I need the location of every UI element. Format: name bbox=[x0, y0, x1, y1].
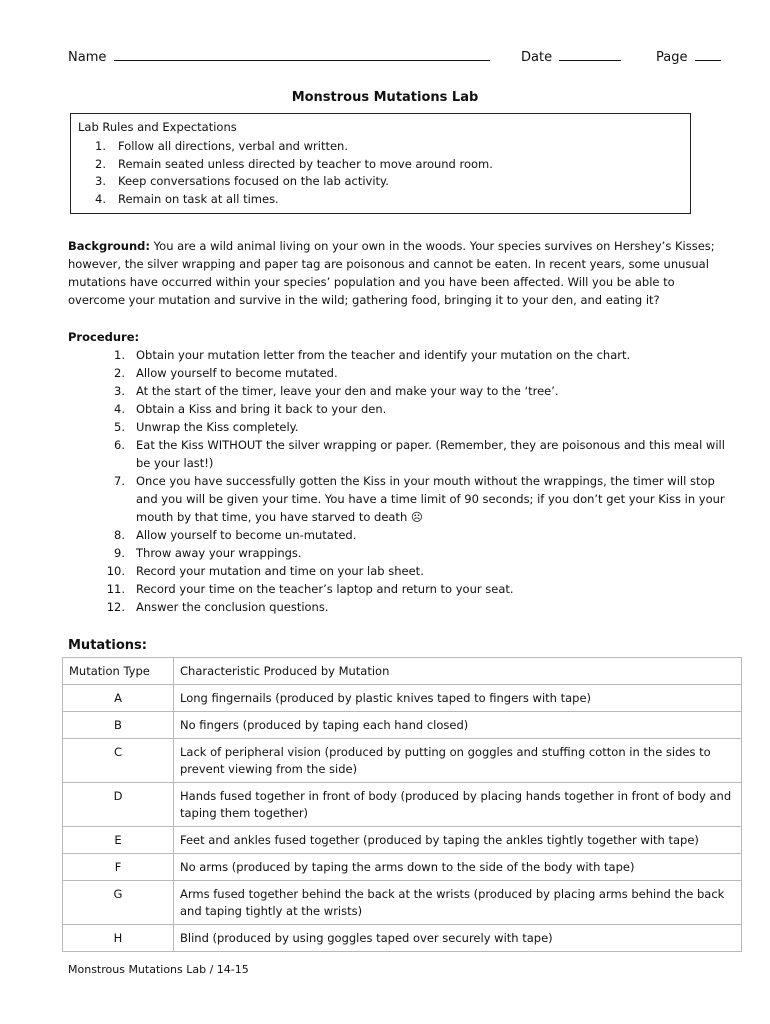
date-blank bbox=[559, 48, 621, 61]
page-blank bbox=[695, 48, 721, 61]
table-row bbox=[63, 739, 742, 783]
step-text: Allow yourself to become mutated. bbox=[136, 366, 338, 380]
date-label: Date bbox=[521, 50, 553, 65]
step-text: Once you have successfully gotten the Kiss in your mouth without the wrappings, the timer will stop and you will be given your time. You have a time limit of 90 seconds; if you don’t get your Kiss in your mouth by that time, you have starved to death ☹ bbox=[136, 474, 725, 524]
step-number: 12. bbox=[106, 600, 125, 614]
procedure-step bbox=[68, 346, 728, 364]
procedure-step bbox=[68, 562, 728, 580]
table-row bbox=[63, 827, 742, 854]
step-number: 10. bbox=[106, 564, 125, 578]
step-number: 11. bbox=[106, 582, 125, 596]
step-number: 8. bbox=[114, 528, 125, 542]
procedure-step bbox=[68, 382, 728, 400]
procedure-step bbox=[68, 544, 728, 562]
name-label: Name bbox=[68, 50, 107, 65]
step-text: Record your mutation and time on your lab sheet. bbox=[136, 564, 424, 578]
table-row bbox=[63, 854, 742, 881]
step-text: Obtain your mutation letter from the teacher and identify your mutation on the chart. bbox=[136, 348, 631, 362]
step-number: 5. bbox=[114, 420, 125, 434]
step-text: Unwrap the Kiss completely. bbox=[136, 420, 299, 434]
mutation-type-cell: C bbox=[63, 739, 174, 783]
mutation-type-cell: F bbox=[63, 854, 174, 881]
page-field bbox=[656, 48, 721, 65]
table-row bbox=[63, 881, 742, 925]
table-row bbox=[63, 925, 742, 952]
mutation-description-cell: Hands fused together in front of body (produced by placing hands together in front of body and taping them together) bbox=[174, 783, 742, 827]
mutation-description-cell: Long fingernails (produced by plastic knives taped to fingers with tape) bbox=[174, 685, 742, 712]
step-text: Allow yourself to become un-mutated. bbox=[136, 528, 357, 542]
rule-text: Remain seated unless directed by teacher to move around room. bbox=[118, 156, 493, 171]
step-text: Record your time on the teacher’s laptop and return to your seat. bbox=[136, 582, 514, 596]
background-label: Background: bbox=[68, 239, 150, 253]
rule-item bbox=[78, 156, 690, 174]
step-text: Obtain a Kiss and bring it back to your den. bbox=[136, 402, 387, 416]
rule-number: 3. bbox=[95, 174, 106, 188]
table-row bbox=[63, 685, 742, 712]
step-number: 3. bbox=[114, 384, 125, 398]
procedure-heading: Procedure: bbox=[68, 330, 140, 344]
rules-list bbox=[78, 138, 690, 208]
date-field bbox=[521, 48, 621, 65]
header-characteristic: Characteristic Produced by Mutation bbox=[174, 658, 742, 685]
rule-item bbox=[78, 173, 690, 191]
step-text: Throw away your wrappings. bbox=[136, 546, 302, 560]
mutation-description-cell: Feet and ankles fused together (produced by taping the ankles tightly together with tape) bbox=[174, 827, 742, 854]
mutations-table bbox=[62, 657, 742, 952]
name-blank bbox=[114, 48, 490, 61]
step-number: 1. bbox=[114, 348, 125, 362]
procedure-step bbox=[68, 400, 728, 418]
step-number: 9. bbox=[114, 546, 125, 560]
rule-text: Keep conversations focused on the lab activity. bbox=[118, 174, 389, 188]
mutation-type-cell: G bbox=[63, 881, 174, 925]
procedure-step bbox=[68, 436, 728, 472]
rule-text: Follow all directions, verbal and written. bbox=[118, 139, 348, 153]
mutation-type-cell: A bbox=[63, 685, 174, 712]
procedure-step bbox=[68, 418, 728, 436]
step-number: 7. bbox=[114, 474, 125, 488]
name-field bbox=[68, 48, 490, 65]
procedure-step bbox=[68, 598, 728, 616]
page-title: Monstrous Mutations Lab bbox=[291, 90, 479, 105]
footer-text: Monstrous Mutations Lab / 14-15 bbox=[68, 963, 249, 976]
mutation-description-cell: No arms (produced by taping the arms down to the side of the body with tape) bbox=[174, 854, 742, 881]
procedure-step bbox=[68, 526, 728, 544]
table-row bbox=[63, 783, 742, 827]
mutation-type-cell: E bbox=[63, 827, 174, 854]
step-text: Answer the conclusion questions. bbox=[136, 600, 329, 614]
mutation-type-cell: H bbox=[63, 925, 174, 952]
rule-text: Remain on task at all times. bbox=[118, 191, 279, 206]
procedure-step bbox=[68, 580, 728, 598]
table-row bbox=[63, 712, 742, 739]
header-mutation-type: Mutation Type bbox=[63, 658, 174, 685]
background-paragraph bbox=[68, 237, 718, 309]
mutation-description-cell: Lack of peripheral vision (produced by putting on goggles and stuffing cotton in the sides to prevent viewing from the side) bbox=[174, 739, 742, 783]
procedure-list bbox=[68, 346, 728, 616]
procedure-step bbox=[68, 364, 728, 382]
mutation-description-cell: Blind (produced by using goggles taped over securely with tape) bbox=[174, 925, 742, 952]
mutation-type-cell: D bbox=[63, 783, 174, 827]
step-text: Eat the Kiss WITHOUT the silver wrapping or paper. (Remember, they are poisonous and this meal will be your last!) bbox=[136, 438, 725, 470]
step-number: 4. bbox=[114, 402, 125, 416]
step-number: 6. bbox=[114, 438, 125, 452]
procedure-step bbox=[68, 472, 728, 526]
rule-number: 1. bbox=[95, 139, 106, 153]
rule-item bbox=[78, 191, 690, 209]
rule-item bbox=[78, 138, 690, 156]
mutation-type-cell: B bbox=[63, 712, 174, 739]
mutations-heading: Mutations: bbox=[68, 638, 147, 653]
step-text: At the start of the timer, leave your den and make your way to the ‘tree’. bbox=[136, 384, 559, 398]
background-text: You are a wild animal living on your own in the woods. Your species survives on Hershey’s Kisses; however, the silver wrapping and paper tag are poisonous and cannot be eaten. In recent years, some unusual mutations have occurred within your species’ population and you have been affected. Will you be able to overcome your mutation and survive in the wild; gathering food, bringing it to your den, and eating it? bbox=[68, 239, 715, 307]
mutation-description-cell: Arms fused together behind the back at the wrists (produced by placing arms behind the back and taping tightly at the wrists) bbox=[174, 881, 742, 925]
step-number: 2. bbox=[114, 366, 125, 380]
table-header-row bbox=[63, 658, 742, 685]
page-label: Page bbox=[656, 50, 688, 65]
lab-rules-box bbox=[70, 113, 691, 214]
rule-number: 2. bbox=[95, 156, 106, 171]
rule-number: 4. bbox=[95, 191, 106, 206]
rules-heading: Lab Rules and Expectations bbox=[78, 120, 237, 134]
mutation-description-cell: No fingers (produced by taping each hand closed) bbox=[174, 712, 742, 739]
